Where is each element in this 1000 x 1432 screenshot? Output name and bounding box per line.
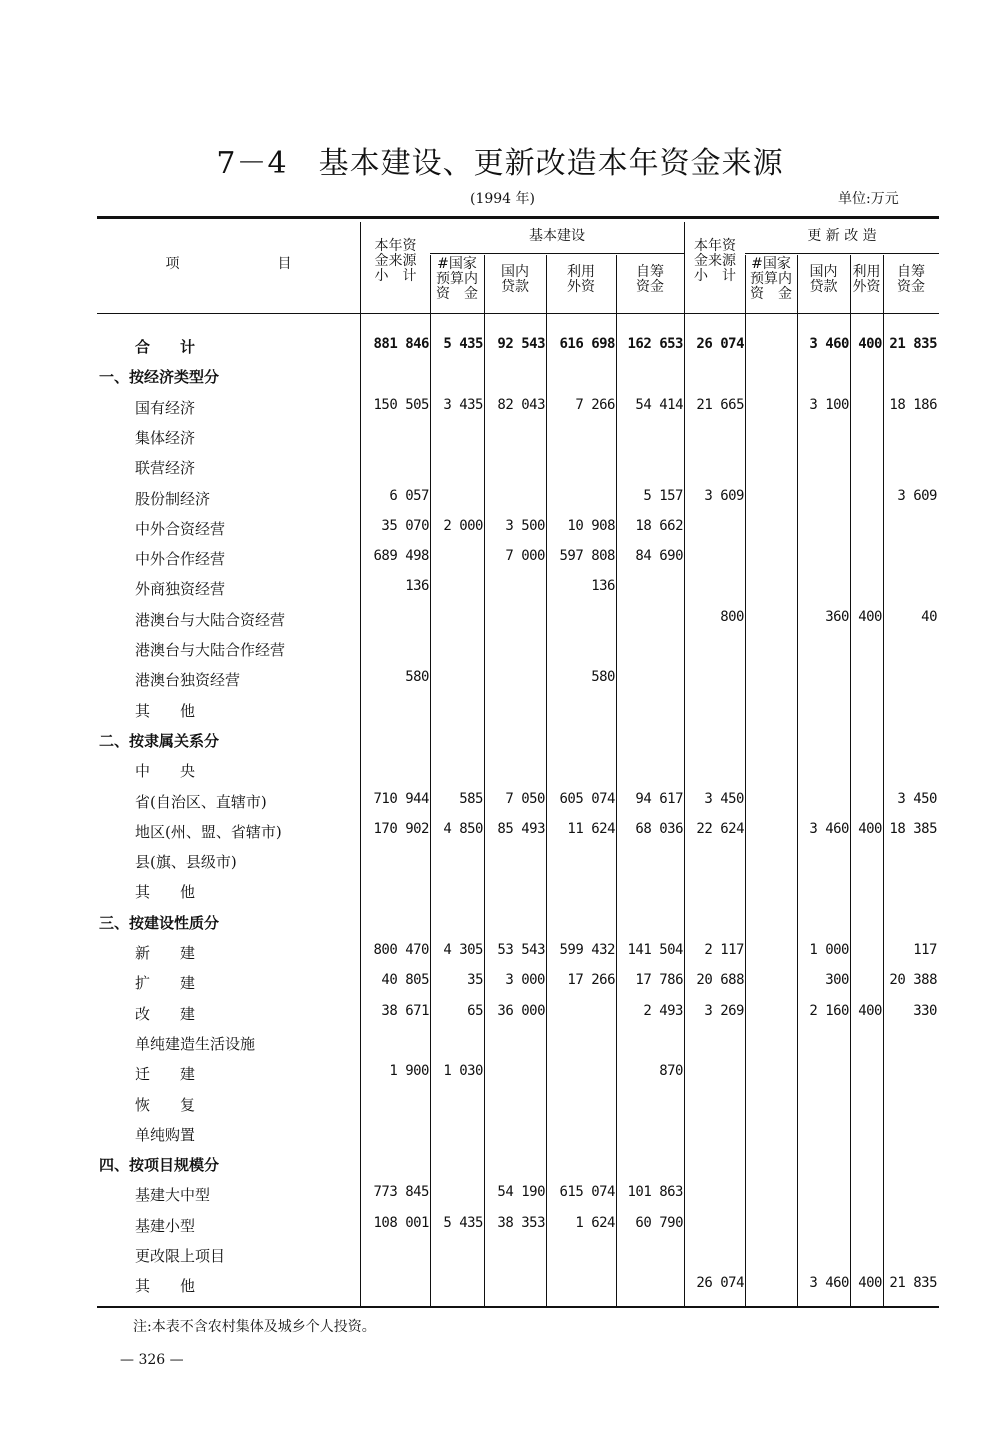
cell-value: 2 493: [643, 1002, 683, 1019]
table-bottom-rule: [97, 1306, 939, 1308]
header-domestic-loan: 国内 贷款: [501, 264, 529, 295]
unit-label: 单位:万元: [838, 191, 899, 207]
cell-value: 26 074: [696, 336, 744, 352]
cell-value: 53 543: [497, 942, 545, 958]
cell-value: 3 460: [809, 336, 849, 352]
table-row: [97, 724, 939, 754]
table-row: [97, 1148, 939, 1178]
page-title: 7－4 基本建设、更新改造本年资金来源: [216, 146, 784, 181]
cell-value: 360: [825, 608, 849, 625]
row-label: 中外合资经营: [135, 519, 226, 538]
cell-value: 84 690: [635, 548, 683, 565]
table-row: [97, 451, 939, 481]
table-row: [97, 785, 939, 815]
cell-value: 300: [825, 972, 849, 989]
header-self: 自筹 资金: [636, 264, 664, 295]
row-label: 改 建: [135, 1004, 196, 1023]
header-gx-state-budget: #国家 预算内 资 金: [750, 256, 792, 302]
cell-value: 580: [591, 669, 615, 686]
table-row: [97, 1239, 939, 1269]
cell-value: 21 665: [696, 396, 744, 413]
cell-value: 40 805: [381, 972, 429, 989]
table-row: [97, 1269, 939, 1299]
table-row: [97, 906, 939, 936]
row-label: 县(旗、县级市): [135, 853, 237, 872]
table-row: [97, 815, 939, 845]
table-row: [97, 694, 939, 724]
header-jiben: 基本建设: [529, 228, 585, 244]
cell-value: 36 000: [497, 1002, 545, 1019]
cell-value: 10 908: [567, 517, 615, 534]
row-label: 其 他: [135, 1277, 196, 1296]
cell-value: 3 460: [809, 820, 849, 837]
cell-value: 1 000: [809, 942, 849, 958]
table-row: [97, 633, 939, 663]
row-label: 更改限上项目: [135, 1247, 226, 1265]
cell-value: 400: [858, 1275, 882, 1292]
footnote: 注:本表不含农村集体及城乡个人投资。: [133, 1319, 376, 1335]
table-row: [97, 421, 939, 451]
row-label: 新 建: [135, 944, 196, 962]
cell-value: 17 266: [567, 972, 615, 989]
cell-value: 2 160: [809, 1002, 849, 1019]
cell-value: 60 790: [635, 1214, 683, 1231]
cell-value: 101 863: [627, 1184, 683, 1201]
cell-value: 20 388: [889, 972, 937, 989]
cell-value: 580: [405, 669, 429, 686]
cell-value: 800: [720, 608, 744, 625]
cell-value: 710 944: [373, 790, 429, 807]
cell-value: 881 846: [373, 336, 429, 352]
cell-value: 68 036: [635, 820, 683, 837]
cell-value: 26 074: [696, 1275, 744, 1292]
cell-value: 18 662: [635, 517, 683, 534]
cell-value: 136: [405, 578, 429, 595]
cell-value: 7 000: [505, 548, 545, 565]
cell-value: 3 435: [443, 396, 483, 413]
table-header: [97, 216, 939, 314]
cell-value: 38 671: [381, 1002, 429, 1019]
cell-value: 1 030: [443, 1063, 483, 1080]
cell-value: 2 000: [443, 517, 483, 534]
cell-value: 65: [467, 1002, 483, 1019]
cell-value: 400: [858, 820, 882, 837]
cell-value: 6 057: [389, 487, 429, 504]
table-row: [97, 542, 939, 572]
cell-value: 5 435: [443, 336, 483, 352]
cell-value: 5 435: [443, 1214, 483, 1231]
table-row: [97, 603, 939, 633]
table-row: [97, 1178, 939, 1208]
row-label: 单纯建造生活设施: [135, 1034, 256, 1053]
row-label: 港澳台与大陆合资经营: [135, 610, 286, 629]
cell-value: 18 385: [889, 820, 937, 837]
cell-value: 330: [913, 1002, 937, 1019]
header-gengxin: 更 新 改 造: [807, 228, 877, 244]
cell-value: 38 353: [497, 1214, 545, 1231]
cell-value: 1 900: [389, 1063, 429, 1080]
table-row: [97, 1088, 939, 1118]
cell-value: 3 269: [704, 1002, 744, 1019]
cell-value: 4 850: [443, 820, 483, 837]
cell-value: 92 543: [497, 336, 545, 352]
cell-value: 85 493: [497, 820, 545, 837]
cell-value: 597 808: [559, 548, 615, 565]
cell-value: 82 043: [497, 396, 545, 413]
table-row: [97, 1057, 939, 1087]
row-label: 一、按经济类型分: [99, 368, 220, 387]
table-row: [97, 1209, 939, 1239]
row-label: 中 央: [135, 762, 196, 781]
cell-value: 7 050: [505, 790, 545, 807]
cell-value: 1 624: [575, 1214, 615, 1231]
cell-value: 108 001: [373, 1214, 429, 1231]
row-label: 地区(州、盟、省辖市): [135, 822, 282, 841]
cell-value: 35: [467, 972, 483, 989]
cell-value: 689 498: [373, 548, 429, 565]
cell-value: 22 624: [696, 820, 744, 837]
cell-value: 21 835: [889, 1275, 937, 1292]
row-label: 基建大中型: [135, 1186, 211, 1205]
cell-value: 3 460: [809, 1275, 849, 1292]
row-label: 三、按建设性质分: [99, 913, 220, 932]
row-label: 省(自治区、直辖市): [135, 792, 267, 811]
cell-value: 400: [858, 608, 882, 625]
cell-value: 40: [921, 608, 937, 625]
row-label: 外商独资经营: [135, 580, 226, 599]
cell-value: 3 500: [505, 517, 545, 534]
cell-value: 54 414: [635, 396, 683, 413]
year-label: (1994 年): [470, 191, 536, 207]
row-label: 扩 建: [135, 974, 196, 993]
cell-value: 3 100: [809, 396, 849, 413]
cell-value: 3 609: [704, 487, 744, 504]
cell-value: 150 505: [373, 396, 429, 413]
table-row: [97, 875, 939, 905]
cell-value: 616 698: [559, 336, 615, 352]
row-label: 其 他: [135, 883, 196, 902]
cell-value: 800 470: [373, 942, 429, 958]
cell-value: 21 835: [889, 336, 937, 352]
table-row: [97, 966, 939, 996]
table-row: [97, 845, 939, 875]
header-item: 项 目: [165, 256, 292, 272]
header-gx-total: 本年资 金来源 小 计: [694, 238, 736, 284]
table-row: [97, 482, 939, 512]
cell-value: 4 305: [443, 942, 483, 958]
row-label: 迁 建: [135, 1065, 196, 1084]
cell-value: 18 186: [889, 396, 937, 413]
row-label: 股份制经济: [135, 489, 211, 508]
cell-value: 35 070: [381, 517, 429, 534]
row-label: 单纯购置: [135, 1125, 196, 1144]
row-label: 其 他: [135, 701, 196, 720]
row-label: 基建小型: [135, 1216, 196, 1235]
row-label: 港澳台独资经营: [135, 671, 241, 690]
cell-value: 400: [858, 1002, 882, 1019]
cell-value: 870: [659, 1063, 683, 1080]
cell-value: 11 624: [567, 820, 615, 837]
cell-value: 7 266: [575, 396, 615, 413]
row-label: 中外合作经营: [135, 550, 226, 569]
cell-value: 54 190: [497, 1184, 545, 1201]
cell-value: 3 000: [505, 972, 545, 989]
page-number: — 326 —: [120, 1352, 184, 1368]
cell-value: 605 074: [559, 790, 615, 807]
cell-value: 136: [591, 578, 615, 595]
row-label: 集体经济: [135, 428, 196, 447]
cell-value: 585: [459, 790, 483, 807]
header-gx-domestic-loan: 国内 贷款: [809, 264, 838, 295]
cell-value: 615 074: [559, 1184, 615, 1201]
table-row: [97, 1027, 939, 1057]
cell-value: 3 450: [897, 790, 937, 807]
row-label: 恢 复: [135, 1095, 196, 1114]
cell-value: 773 845: [373, 1184, 429, 1201]
header-gx-foreign: 利用 外资: [852, 264, 881, 295]
header-foreign: 利用 外资: [567, 264, 595, 295]
row-label: 国有经济: [135, 398, 196, 417]
cell-value: 5 157: [643, 487, 683, 504]
cell-value: 3 450: [704, 790, 744, 807]
header-jb-total: 本年资 金来源 小 计: [374, 238, 417, 284]
cell-value: 141 504: [627, 942, 683, 958]
row-label: 合 计: [135, 338, 196, 356]
cell-value: 170 902: [373, 820, 429, 837]
table-row: [97, 360, 939, 390]
table-row: [97, 512, 939, 542]
header-state-budget: #国家 预算内 资 金: [436, 256, 478, 302]
cell-value: 162 653: [627, 336, 683, 352]
table-row: [97, 936, 939, 966]
table-row: [97, 754, 939, 784]
table-row: [97, 997, 939, 1027]
table-row: [97, 1118, 939, 1148]
cell-value: 2 117: [704, 942, 744, 958]
cell-value: 599 432: [559, 942, 615, 958]
table-row: [97, 663, 939, 693]
header-gx-self: 自筹 资金: [897, 264, 925, 295]
cell-value: 400: [858, 336, 882, 352]
cell-value: 94 617: [635, 790, 683, 807]
row-label: 港澳台与大陆合作经营: [135, 641, 286, 659]
cell-value: 3 609: [897, 487, 937, 504]
row-label: 四、按项目规模分: [99, 1156, 220, 1175]
table-row: [97, 330, 939, 360]
row-label: 二、按隶属关系分: [99, 731, 220, 750]
row-label: 联营经济: [135, 459, 196, 478]
table-row: [97, 391, 939, 421]
cell-value: 17 786: [635, 972, 683, 989]
table-row: [97, 572, 939, 602]
cell-value: 20 688: [696, 972, 744, 989]
cell-value: 117: [913, 942, 937, 958]
